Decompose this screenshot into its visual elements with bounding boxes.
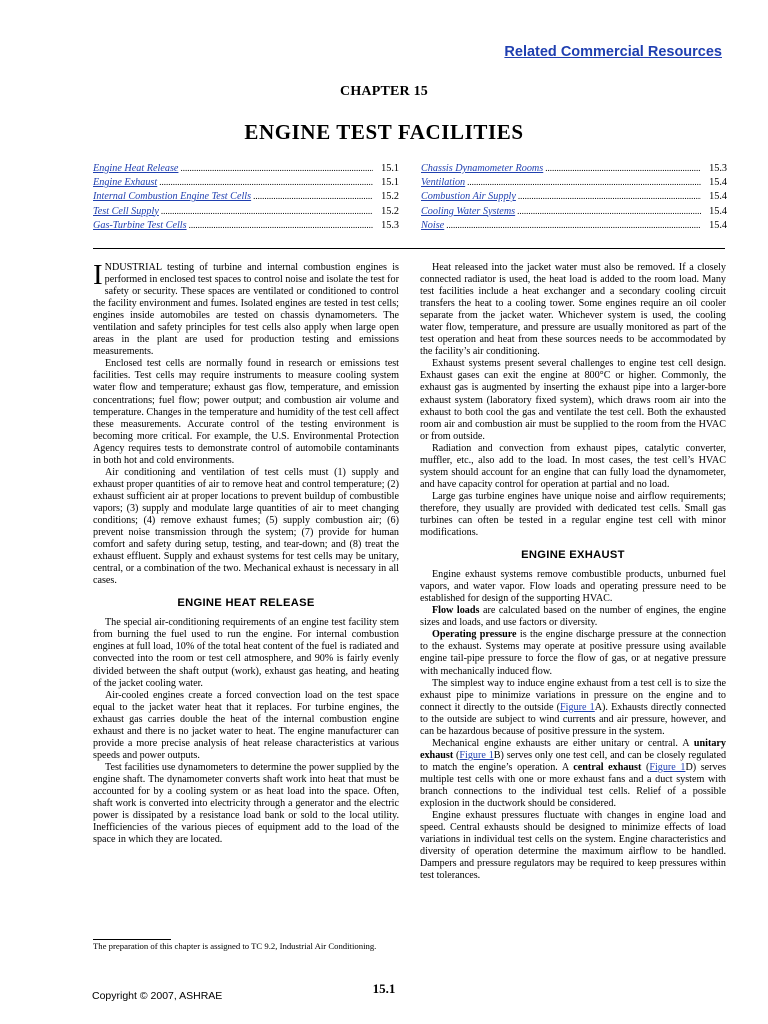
toc-link[interactable]: Chassis Dynamometer Rooms — [421, 163, 544, 174]
toc-entry[interactable] — [421, 175, 727, 189]
toc-link[interactable]: Noise — [421, 219, 445, 231]
toc-link[interactable]: Engine Heat Release — [93, 163, 179, 174]
toc-leader — [517, 204, 701, 218]
paragraph: Test facilities use dynamometers to determine the power supplied by the engine shaft. The dynamometer converts shaft work into heat that must be accounted for by a cooling system or as heat load into the space. Often, shaft work is converted into electricity through a generator and the electric power is dissipated by a resistance load bank or sold to the local utility. Inefficiencies of the various pieces of equipment add to the load of the space in which they are located. — [93, 761, 399, 846]
toc-leader — [467, 175, 701, 189]
toc-link[interactable]: Cooling Water Systems — [421, 205, 516, 217]
paragraph: Enclosed test cells are normally found in research or emissions test facilities. Test cells may require instruments to measure cooling system water flow and temperature; exhaust gas flow, temperature, and emission concentrations; fuel flow; power output; and combustion air volume and temperature. Changes in the temperature and humidity of the test cell affect these measurements. Accurate control of the testing environment is becoming more critical. For example, the U.S. Environmental Protection Agency requires tests to demonstrate control of automobile contaminants in both hot and cold environments. — [93, 358, 399, 466]
paragraph: Heat released into the jacket water must also be removed. If a closely connected radiator is used, the heat load is added to the room load. Many test facilities include a heat exchanger and a secondary cooling circuit transfers the heat to a cooling tower. Some engines require an oil cooler separate from the jacket water. Whichever system is used, the cooling water flow, temperature, and pressure are usually monitored as part of the test operation and heat from these sources needs to be accommodated by the facility’s air conditioning. — [420, 262, 726, 358]
toc-page: 15.4 — [709, 191, 727, 203]
toc-leader — [545, 161, 701, 175]
paragraph: Air-cooled engines create a forced convection load on the test space equal to the jacket water heat that it replaces. For turbine engines, the exhaust gas carries double the heat of the internal combustion engine exhaust and there is no jacket water to heat. The engine manufacturer can provide a more precise analysis of heat release characteristics at various speeds and power outputs. — [93, 689, 399, 761]
toc-entry[interactable] — [93, 161, 399, 175]
paragraph: Operating pressure is the engine discharge pressure at the connection to the exhaust. Systems may operate at positive pressure using available engine tail-pipe pressure to force the flow of gas, or at negative pressure with mechanically induced flow. — [420, 629, 727, 677]
toc-link[interactable]: Ventilation — [421, 177, 466, 189]
toc-link[interactable]: Internal Combustion Engine Test Cells — [93, 191, 252, 203]
toc-entry[interactable] — [421, 189, 727, 203]
paragraph: Exhaust systems present several challenges to engine test cell design. Exhaust gases can exit the engine at 800°C or higher. Commonly, the exhaust gas is augmented by inserting the exhaust pipe into a larger-bore exhaust system (laboratory fixed system), which draws room air into the exhaust to both cool the gas and ventilate the test cell. Both the exhausted room air and combustion air must be supplied to the room from the HVAC or from outside. — [420, 358, 726, 442]
toc-left — [93, 161, 399, 232]
toc-page: 15.3 — [709, 163, 727, 174]
toc-entry[interactable] — [421, 218, 727, 232]
toc-page: 15.1 — [381, 163, 399, 174]
toc-page: 15.4 — [709, 205, 727, 217]
toc-link[interactable]: Test Cell Supply — [93, 205, 159, 217]
paragraph: Large gas turbine engines have unique noise and airflow requirements; therefore, they usually are provided with dedicated test cells. Small gas turbines can often be tested in a regular engine test cell with minor modifications. — [420, 490, 726, 539]
paragraph: Radiation and convection from exhaust pipes, catalytic converter, muffler, etc., also add to the load. In most cases, the test cell’s HVAC system should account for an engine that can fully load the dynamometer, and have capacity control for operation at partial and no load. — [420, 442, 726, 490]
chapter-title: ENGINE TEST FACILITIES — [244, 120, 524, 144]
copyright: Copyright © 2007, ASHRAE — [92, 990, 223, 1002]
toc-page: 15.2 — [381, 191, 399, 203]
toc-entry[interactable] — [93, 204, 399, 218]
toc-page: 15.1 — [381, 177, 399, 189]
section-heading-engine-exhaust: ENGINE EXHAUST — [521, 549, 625, 562]
toc-page: 15.3 — [381, 219, 399, 231]
toc-page: 15.4 — [709, 177, 727, 189]
toc-link[interactable]: Engine Exhaust — [93, 177, 158, 189]
toc-entry[interactable] — [421, 204, 727, 218]
toc-leader — [159, 175, 373, 189]
drop-cap: I — [93, 259, 103, 291]
toc-right — [421, 161, 727, 232]
body-column-left — [93, 259, 399, 846]
toc-leader — [446, 218, 701, 232]
figure-link[interactable]: Figure 1 — [560, 701, 595, 713]
toc-entry[interactable] — [93, 218, 399, 232]
toc-entry[interactable] — [421, 161, 727, 175]
body-column-right — [420, 262, 726, 882]
toc-leader — [189, 218, 374, 232]
toc-entry[interactable] — [93, 175, 399, 189]
paragraph: The special air-conditioning requirements of an engine test facility stem from burning the fuel used to run the engine. For internal combustion engines at full load, 10% of the total heat content of the fuel is radiated and convected into the room or test cell atmosphere, and 90% is fairly evenly divided between the shaft output (work), exhaust gas heating, and heating of the jacket cooling water. — [93, 617, 399, 689]
paragraph: Flow loads are calculated based on the number of engines, the engine sizes and loads, and use factors or diversity. — [420, 605, 726, 629]
toc-leader — [518, 189, 701, 203]
figure-link[interactable]: Figure 1 — [459, 749, 494, 761]
toc-leader — [253, 189, 373, 203]
toc-link[interactable]: Combustion Air Supply — [421, 191, 516, 203]
toc-leader — [180, 161, 373, 175]
figure-link[interactable]: Figure 1 — [649, 761, 686, 773]
toc-divider — [93, 248, 725, 249]
paragraph: The simplest way to induce engine exhaust from a test cell is to size the exhaust pipe to minimize variations in pressure on the engine and to connect it directly to the outside (Figure 1A). Exhausts directly connected to the outside are subject to wind currents and air pressure, however, and can be hazardous because of positive pressure in the system. — [420, 677, 726, 737]
chapter-number: CHAPTER 15 — [340, 84, 428, 99]
footnote: The preparation of this chapter is assigned to TC 9.2, Industrial Air Conditioning. — [93, 941, 377, 951]
section-heading-heat-release: ENGINE HEAT RELEASE — [177, 597, 315, 610]
footnote-rule — [93, 939, 171, 940]
toc-leader — [161, 204, 373, 218]
toc-page: 15.4 — [709, 219, 727, 231]
toc-entry[interactable] — [93, 189, 399, 203]
toc-page: 15.2 — [381, 205, 399, 217]
paragraph: Mechanical engine exhausts are either unitary or central. A unitary exhaust (Figure 1B) serves only one test cell, and can be closely regulated to match the engine’s operation. A central exhaust (Figure 1D) serves multiple test cells with one or more exhaust fans and a duct system with branch connections to the individual test cells. Relief of a possible explosion in the ductwork should be considered. — [420, 737, 727, 810]
paragraph: Engine exhaust pressures fluctuate with changes in engine load and speed. Central exhausts should be designed to minimize effects of load variations in individual test cells on the system. Engine characteristics and diversity of operation determine the maximum airflow to be handled. Dampers and pressure regulators may be required to keep pressures within test tolerances. — [420, 810, 726, 882]
paragraph: Engine exhaust systems remove combustible products, unburned fuel vapors, and water vapor. Flow loads and operating pressure need to be established for design of the supporting HVAC. — [420, 569, 726, 605]
related-resources-link[interactable]: Related Commercial Resources — [504, 44, 722, 60]
paragraph: Air conditioning and ventilation of test cells must (1) supply and exhaust proper quantities of air to remove heat and control temperature; (2) exhaust sufficient air at proper locations to prevent buildup of combustible vapors; (3) supply and modulate large quantities of air to meet changing conditions; (4) remove exhaust fumes; (5) supply combustion air; (6) prevent noise transmission through the system; (7) provide for human comfort and safety during setup, testing, and tear-down; and (8) treat the exhaust effluent. Supply and exhaust systems for test cells may be unitary, central, or a combination of the two. Mechanical exhaust is necessary in all cases. — [93, 466, 399, 587]
toc-link[interactable]: Gas-Turbine Test Cells — [93, 219, 187, 231]
page-number: 15.1 — [372, 981, 396, 996]
intro-paragraph: INDUSTRIAL testing of turbine and internal combustion engines is performed in enclosed test spaces to control noise and isolate the test for safety or security. These spaces are ventilated or conditioned to control the facility environment and fumes. Isolated engines are tested in test cells; engines inside automobiles are tested on chassis dynamometers. The ventilation and safety principles for test cells also apply when large open areas in the plant are used for production testing and emissions measurements. — [93, 259, 399, 358]
